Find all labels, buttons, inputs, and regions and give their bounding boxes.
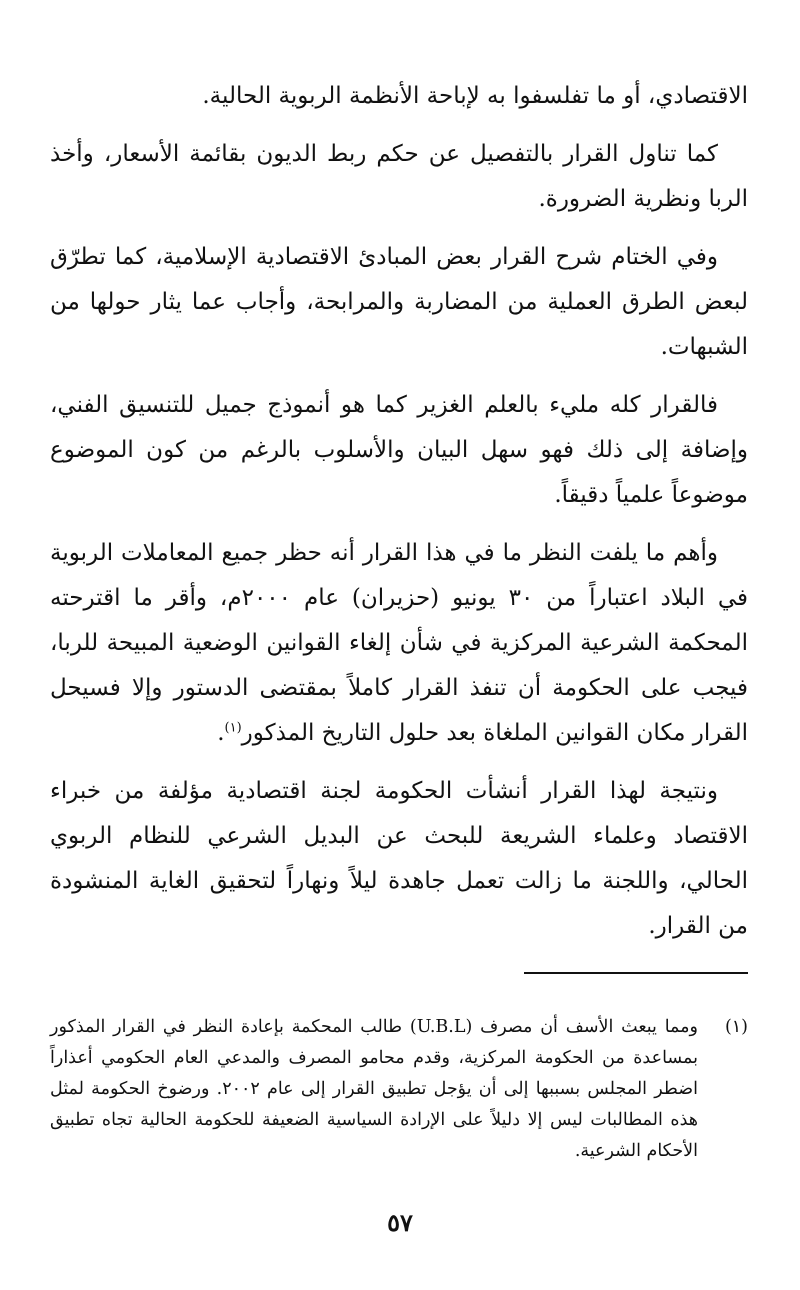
paragraph-4: فالقرار كله مليء بالعلم الغزير كما هو أنموذج جميل للتنسيق الفني، وإضافة إلى ذلك فهو سهل البيان والأسلوب بالرغم من كون الموضوع موضوعاً علمياً دقيقاً. [50, 392, 748, 508]
paragraph-2: كما تناول القرار بالتفصيل عن حكم ربط الديون بقائمة الأسعار، وأخذ الربا ونظرية الضرورة. [50, 141, 748, 212]
page-number: ٥٧ [387, 1208, 413, 1237]
footnote-text: ومما يبعث الأسف أن مصرف (U.B.L) طالب المحكمة بإعادة النظر في القرار المذكور بمساعدة من الحكومة المركزية، وقدم محامو المصرف والمدعي العام الحكومي أعذاراً اضطر المجلس بسببها إلى أن يؤجل تطبيق القرار إلى عام ٢٠٠٢. ورضوخ الحكومة لمثل هذه المطالبات ليس إلا دليلاً على الإرادة السياسية الضعيفة للحكومة الحالية تجاه تطبيق الأحكام الشرعية. [50, 1017, 698, 1161]
footnote-marker: (١) [724, 1017, 748, 1037]
footnote [50, 1012, 748, 1167]
paragraph-5 [50, 531, 748, 756]
paragraph-6: ونتيجة لهذا القرار أنشأت الحكومة لجنة اقتصادية مؤلفة من خبراء الاقتصاد وعلماء الشريعة للبحث عن البديل الشرعي للنظام الربوي الحالي، واللجنة ما زالت تعمل جاهدة ليلاً ونهاراً لتحقيق الغاية المنشودة من القرار. [50, 778, 748, 939]
paragraph-3: وفي الختام شرح القرار بعض المبادئ الاقتصادية الإسلامية، كما تطرّق لبعض الطرق العملية من المضاربة والمرابحة، وأجاب عما يثار حولها من الشبهات. [50, 244, 748, 360]
footnote-reference[interactable]: (١) [224, 720, 242, 736]
footnote-separator [524, 972, 748, 974]
paragraph-5-text: وأهم ما يلفت النظر ما في هذا القرار أنه حظر جميع المعاملات الربوية في البلاد اعتباراً من ٣٠ يونيو (حزيران) عام ٢٠٠٠م، وأقر ما اقترحته المحكمة الشرعية المركزية في شأن إلغاء القوانين الوضعية المبيحة للربا، فيجب على الحكومة أن تنفذ القرار كاملاً بمقتضى الدستور وإلا فسيحل القرار مكان القوانين الملغاة بعد حلول التاريخ المذكور [50, 540, 748, 746]
main-text [50, 74, 748, 962]
paragraph-1: الاقتصادي، أو ما تفلسفوا به لإباحة الأنظمة الربوية الحالية. [202, 83, 748, 109]
paragraph-5-end: . [217, 720, 225, 746]
